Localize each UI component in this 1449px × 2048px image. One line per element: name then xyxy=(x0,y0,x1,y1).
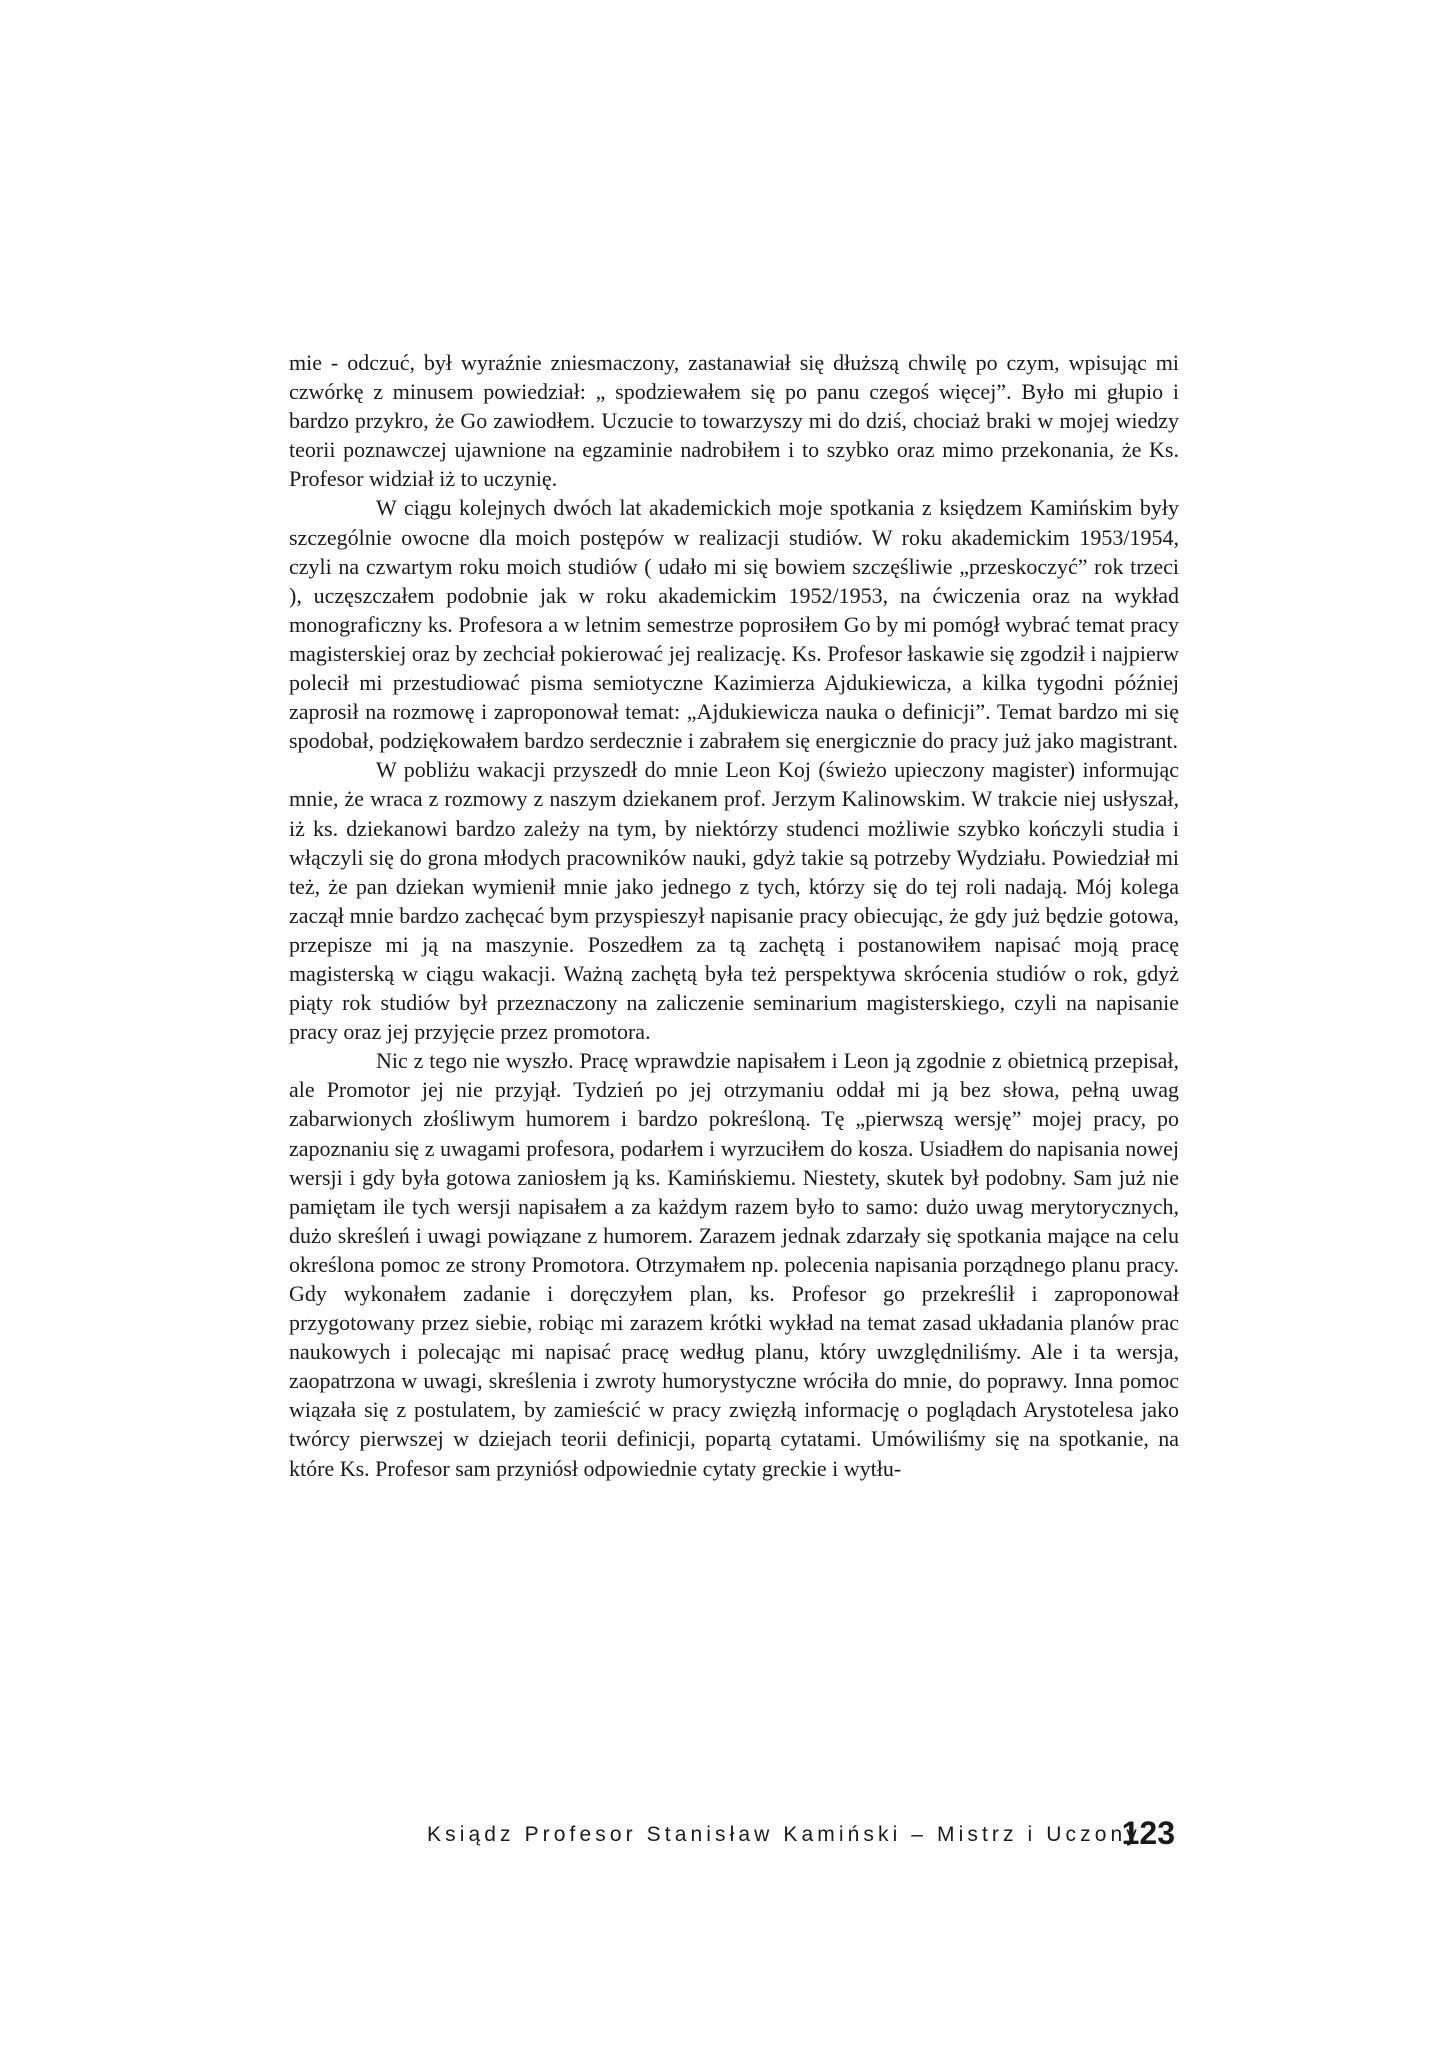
paragraph: Nic z tego nie wyszło. Pracę wprawdzie napisałem i Leon ją zgodnie z obietnicą przepisał, ale Promotor jej nie przyjął. Tydzień po jej otrzymaniu oddał mi ją bez słowa, pełną uwag zabarwionych złośliwym humorem i bardzo pokreśloną. Tę „pierwszą wersję” mojej pracy, po zapoznaniu się z uwagami profesora, podarłem i wyrzuciłem do kosza. Usiadłem do napisania nowej wersji i gdy była gotowa zaniosłem ją ks. Kamińskiemu. Niestety, skutek był podobny. Sam już nie pamiętam ile tych wersji napisałem a za każdym razem było to samo: dużo uwag merytorycznych, dużo skreśleń i uwagi powiązane z humorem. Zarazem jednak zdarzały się spotkania mające na celu określona pomoc ze strony Promotora. Otrzymałem np. polecenia napisania porządnego planu pracy. Gdy wykonałem zadanie i doręczyłem plan, ks. Profesor go przekreślił i zaproponował przygotowany przez siebie, robiąc mi zarazem krótki wykład na temat zasad układania planów prac naukowych i polecając mi napisać pracę według planu, który uwzględniliśmy. Ale i ta wersja, zaopatrzona w uwagi, skreślenia i zwroty humorystyczne wróciła do mnie, do poprawy. Inna pomoc wiązała się z postulatem, by zamieścić w pracy zwięzłą informację o poglądach Arystotelesa jako twórcy pierwszej w dziejach teorii definicji, popartą cytatami. Umówiliśmy się na spotkanie, na które Ks. Profesor sam przyniósł odpowiednie cytaty greckie i wytłu- xyxy=(289,1048,1179,1481)
paragraph: W ciągu kolejnych dwóch lat akademickich moje spotkania z księdzem Kamińskim były szczególnie owocne dla moich postępów w realizacji studiów. W roku akademickim 1953/1954, czyli na czwartym roku moich studiów ( udało mi się bowiem szczęśliwie „przeskoczyć” rok trzeci ), uczęszczałem podobnie jak w roku akademickim 1952/1953, na ćwiczenia oraz na wykład monograficzny ks. Profesora a w letnim semestrze poprosiłem Go by mi pomógł wybrać temat pracy magisterskiej oraz by zechciał pokierować jej realizację. Ks. Profesor łaskawie się zgodził i najpierw polecił mi przestudiować pisma semiotyczne Kazimierza Ajdukiewicza, a kilka tygodni później zaprosił na rozmowę i zaproponował temat: „Ajdukiewicza nauka o definicji”. Temat bardzo mi się spodobał, podziękowałem bardzo serdecznie i zabrałem się energicznie do pracy już jako magistrant. xyxy=(289,495,1179,754)
page-footer xyxy=(427,1815,1187,1855)
body-text xyxy=(289,348,1179,1638)
paragraph: W pobliżu wakacji przyszedł do mnie Leon Koj (świeżo upieczony magister) informując mnie, że wraca z rozmowy z naszym dziekanem prof. Jerzym Kalinowskim. W trakcie niej usłyszał, iż ks. dziekanowi bardzo zależy na tym, by niektórzy studenci możliwie szybko kończyli studia i włączyli się do grona młodych pracowników nauki, gdyż takie są potrzeby Wydziału. Powiedział mi też, że pan dziekan wymienił mnie jako jednego z tych, którzy się do tej roli nadają. Mój kolega zaczął mnie bardzo zachęcać bym przyspieszył napisanie pracy obiecując, że gdy już będzie gotowa, przepisze mi ją na maszynie. Poszedłem za tą zachętą i postanowiłem napisać moją pracę magisterską w ciągu wakacji. Ważną zachętą była też perspektywa skrócenia studiów o rok, gdyż piąty rok studiów był przeznaczony na zaliczenie seminarium magisterskiego, czyli na napisanie pracy oraz jej przyjęcie przez promotora. xyxy=(289,757,1179,1045)
page-number: 123 xyxy=(1121,1815,1175,1851)
paragraph-continuation: mie - odczuć, był wyraźnie zniesmaczony, zastanawiał się dłuższą chwilę po czym, wpisując mi czwórkę z minusem powiedział: „ spodziewałem się po panu czegoś więcej”. Było mi głupio i bardzo przykro, że Go zawiodłem. Uczucie to towarzyszy mi do dziś, chociaż braki w mojej wiedzy teorii poznawczej ujawnione na egzaminie nadrobiłem i to szybko oraz mimo przekonania, że Ks. Profesor widział iż to uczynię. xyxy=(289,350,1179,492)
running-title: Ksiądz Profesor Stanisław Kamiński – Mistrz i Uczony xyxy=(427,1823,1141,1846)
